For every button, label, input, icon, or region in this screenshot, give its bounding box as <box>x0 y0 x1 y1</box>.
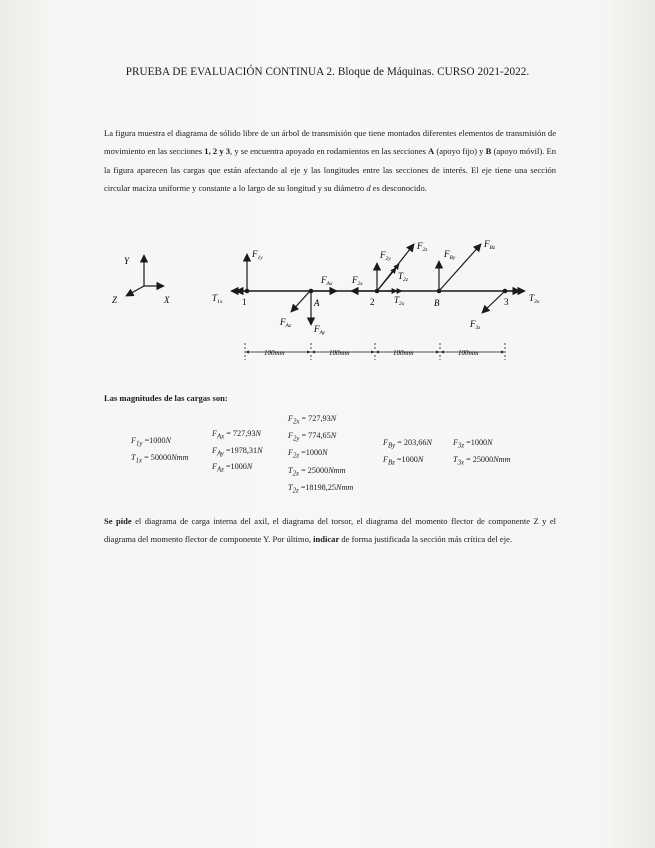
magnitude-fby: $F_{By} = 203,66N$ <box>383 438 432 450</box>
magnitudes-col-2 <box>212 427 263 477</box>
magnitude-f2z: $F_{2z} =1000N$ <box>288 448 328 461</box>
task-se-pide: Se pide <box>104 516 132 526</box>
label-f1y: $F_{1y}$ <box>252 249 263 261</box>
node-a <box>309 289 314 294</box>
magnitude-f2y: $F_{2y} = 774,65N$ <box>288 431 337 443</box>
label-fax: $F_{Ax}$ <box>321 275 333 287</box>
label-faz: $F_{Az}$ <box>280 317 292 329</box>
magnitude-fay: $F_{Ay} =1978,31N$ <box>212 445 263 458</box>
node-2 <box>375 289 380 294</box>
magnitudes-col-1 <box>131 434 189 467</box>
section-label-b: B <box>434 298 440 308</box>
label-t1x: $T_{1x}$ <box>212 293 223 305</box>
section-label-3: 3 <box>504 297 509 307</box>
dimension-label-2: 100mm <box>329 349 350 357</box>
task-indicar: indicar <box>313 534 340 545</box>
label-t2x: $T_{2x}$ <box>394 295 405 307</box>
intro-diameter: d <box>366 183 371 194</box>
free-body-diagram <box>0 230 655 380</box>
magnitude-t3x: $T_{3x} = 25000Nmm$ <box>453 454 511 467</box>
arrow-f3z <box>482 291 505 313</box>
problem-statement <box>104 124 556 198</box>
label-fby: $F_{By}$ <box>444 249 456 261</box>
intro-sections: 1, 2 y 3 <box>204 146 231 157</box>
magnitude-f1y: $F_{1y} =1000N$ <box>131 436 171 448</box>
axis-y-label: Y <box>124 256 130 266</box>
axis-z-label: Z <box>112 295 118 305</box>
task-text-1: el diagrama de carga interna del axil, el diagrama del torsor, el diagrama del momento flector de componente Z y el diagrama del momento flector de componente Y. Por último, <box>104 516 556 545</box>
task-statement <box>104 512 556 549</box>
dimension-label-3: 100mm <box>393 349 414 357</box>
node-1 <box>245 289 250 294</box>
label-t3x: $T_{3x}$ <box>529 293 540 305</box>
section-label-1: 1 <box>242 297 247 307</box>
node-b <box>437 289 442 294</box>
arrow-faz <box>291 291 310 312</box>
document-title: PRUEBA DE EVALUACIÓN CONTINUA 2. Bloque de Máquinas. CURSO 2021-2022. <box>125 66 530 78</box>
label-fbz: $F_{Bz}$ <box>484 239 496 251</box>
label-f2x: $F_{2x}$ <box>352 275 363 287</box>
axis-x-label: X <box>164 295 170 305</box>
intro-support-a: A <box>428 146 435 157</box>
task-text-2: de forma justificada la sección más crítica del eje. <box>339 534 513 545</box>
magnitude-fax: $F_{Ax} = 727,93N$ <box>212 429 261 441</box>
intro-support-b: B <box>485 146 492 157</box>
intro-text-3: (apoyo fijo) y <box>434 146 486 157</box>
magnitude-t2x: $T_{2x} = 25000Nmm$ <box>288 465 346 478</box>
label-t2z: $T_{2z}$ <box>398 271 408 283</box>
label-f2y: $F_{2y}$ <box>380 250 391 262</box>
magnitude-t2z: $T_{2z} =18198,25Nmm$ <box>288 482 354 495</box>
node-3 <box>503 289 508 294</box>
label-f3z: $F_{3z}$ <box>470 319 481 331</box>
dimension-label-4: 100mm <box>458 349 479 357</box>
intro-text-2: , y se encuentra apoyado en rodamientos en las secciones <box>230 146 429 157</box>
intro-text-5: es desconocido. <box>370 183 427 194</box>
dimension-label-1: 100mm <box>264 349 285 357</box>
magnitude-faz: $F_{Az} =1000N$ <box>212 462 253 474</box>
magnitude-fbz: $F_{Bz} =1000N$ <box>383 454 424 467</box>
magnitudes-heading: Las magnitudes de las cargas son: <box>104 393 228 403</box>
magnitude-f2x: $F_{2x} = 727,93N$ <box>288 414 337 426</box>
intro-text-4: (apoyo móvil). En la figura aparecen las cargas que están afectando al eje y las longitudes entre las secciones de interés. El eje tiene una sección circular maciza uniforme y constante a lo largo de su longitud y su diámetro <box>104 146 556 194</box>
label-f2z: $F_{2z}$ <box>417 241 428 253</box>
magnitude-t1x: $T_{1x} = 50000Nmm$ <box>131 452 189 465</box>
magnitudes-col-3 <box>288 412 353 498</box>
intro-text-1: La figura muestra el diagrama de sólido libre de un árbol de transmisión que tiene montados diferentes elementos de transmisión de movimiento en las secciones <box>104 128 556 157</box>
coordinate-axes <box>126 255 164 296</box>
magnitude-f3z: $F_{3z} =1000N$ <box>453 438 493 450</box>
magnitudes-col-5 <box>453 436 511 469</box>
section-label-2: 2 <box>370 297 375 307</box>
magnitudes-col-4 <box>383 436 432 469</box>
label-fay: $F_{Ay}$ <box>314 324 326 336</box>
section-label-a: A <box>314 298 320 308</box>
